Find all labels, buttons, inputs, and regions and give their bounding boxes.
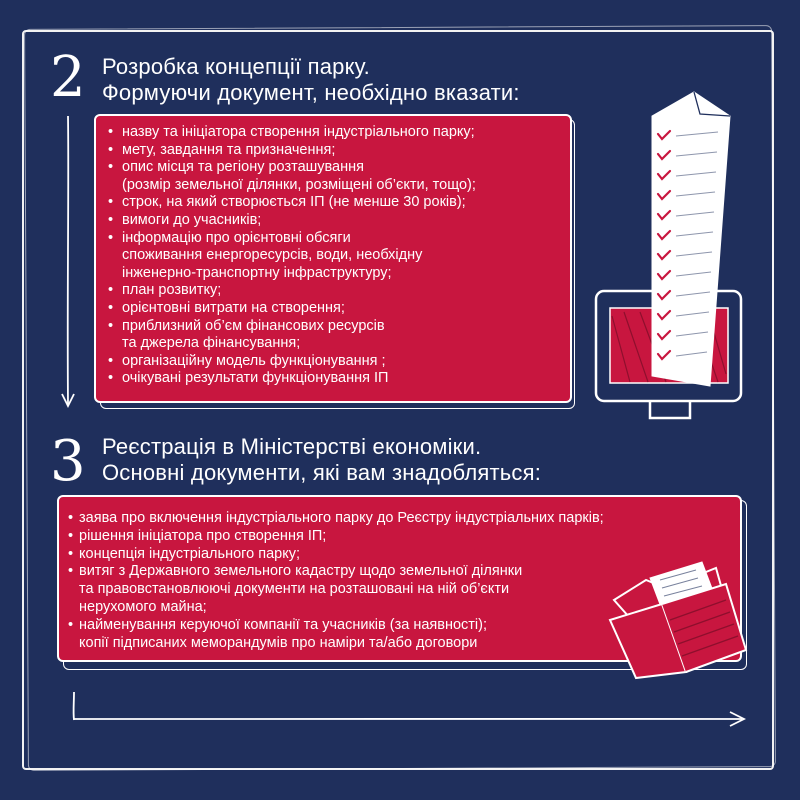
step-3-title-line2: Основні документи, які вам знадобляться: xyxy=(102,460,542,485)
list-item-line: (розмір земельної ділянки, розміщені об’єкти, тощо); xyxy=(122,176,476,193)
list-item xyxy=(108,318,476,353)
list-item-line: споживання енергоресурсів, води, необхідну xyxy=(122,247,423,264)
list-item-line: • інформацію про орієнтовні обсяги xyxy=(122,229,351,246)
step-3-number: 3 xyxy=(50,429,86,494)
folder-documents-icon xyxy=(606,560,756,680)
list-item-line: • заява про включення індустріального парку до Реєстру індустріальних парків; xyxy=(79,510,604,526)
list-item-line: • план розвитку; xyxy=(122,282,222,299)
list-item-line: • витяг з Державного земельного кадастру щодо земельної ділянки xyxy=(79,563,523,580)
list-item-line: • очікувані результати функціонування ІП xyxy=(122,370,389,387)
list-item-line: • організаційну модель функціонування ; xyxy=(122,352,386,369)
step-2-title xyxy=(102,54,520,106)
list-item xyxy=(68,546,604,564)
list-item xyxy=(108,142,476,160)
list-item-line: • вимоги до учасників; xyxy=(122,211,262,228)
step-2-number: 2 xyxy=(50,45,86,110)
list-item xyxy=(68,528,604,546)
list-item-line: та джерела фінансування; xyxy=(122,335,301,352)
list-item xyxy=(68,617,604,653)
list-item-line: копії підписаних меморандумів про наміри та/або договори xyxy=(79,634,478,651)
list-item-line: • назву та ініціатора створення індустріального парку; xyxy=(122,124,475,140)
step-3-list xyxy=(68,510,604,652)
list-item xyxy=(108,370,476,388)
list-item-line: • концепція індустріального парку; xyxy=(79,545,300,562)
list-item-line: • опис місця та регіону розташування xyxy=(122,159,364,176)
list-item xyxy=(108,300,476,318)
step-2-list xyxy=(108,124,476,388)
step-2-title-line2: Формуючи документ, необхідно вказати: xyxy=(102,80,520,105)
list-item-line: інженерно-транспортну інфраструктуру; xyxy=(122,264,392,281)
list-item-line: та правовстановлюючі документи на розташовані на ній об’єкти xyxy=(79,581,510,598)
list-item xyxy=(108,353,476,371)
step-2-title-line1: Розробка концепції парку. xyxy=(102,54,370,79)
list-item-line: • строк, на який створюється ІП (не менше 30 років); xyxy=(122,194,466,211)
step-3-title-line1: Реєстрація в Міністерстві економіки. xyxy=(102,434,482,459)
list-item xyxy=(108,124,476,142)
checklist-monitor-icon xyxy=(590,86,760,426)
list-item xyxy=(68,563,604,616)
list-item xyxy=(108,194,476,212)
list-item xyxy=(108,230,476,283)
step-3-right-arrow-icon xyxy=(66,690,752,730)
list-item xyxy=(108,159,476,194)
list-item-line: • орієнтовні витрати на створення; xyxy=(122,299,345,316)
list-item xyxy=(108,282,476,300)
list-item xyxy=(68,510,604,528)
step-2-down-arrow-icon xyxy=(58,112,80,412)
list-item-line: нерухомого майна; xyxy=(79,598,207,615)
step-3-title xyxy=(102,434,541,486)
list-item-line: • рішення ініціатора про створення ІП; xyxy=(79,527,327,544)
list-item-line: • мету, завдання та призначення; xyxy=(122,141,336,158)
list-item-line: • приблизний об’єм фінансових ресурсів xyxy=(122,317,385,334)
list-item xyxy=(108,212,476,230)
list-item-line: • найменування керуючої компанії та учасників (за наявності); xyxy=(79,616,487,633)
